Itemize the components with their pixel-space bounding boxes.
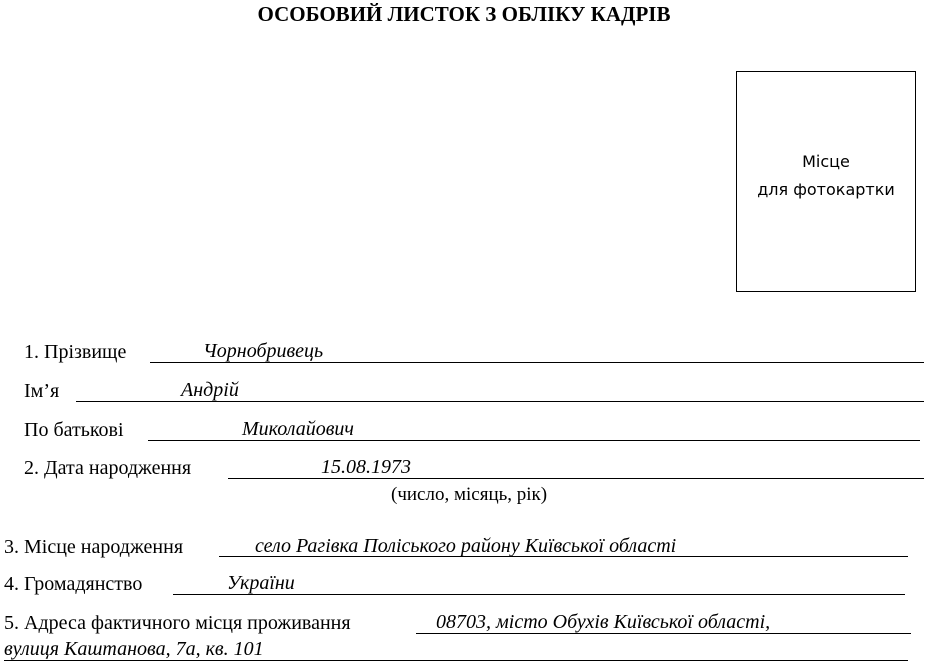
patronymic-value[interactable]: Миколайович [242, 418, 354, 440]
patronymic-label: По батькові [24, 419, 124, 441]
photo-box-line2: для фотокартки [757, 180, 895, 199]
address-label: 5. Адреса фактичного місця проживання [4, 612, 351, 634]
photo-placeholder-box [736, 71, 916, 292]
photo-box-line1: Місце [802, 152, 850, 171]
birth-place-value[interactable]: село Рагівка Поліського району Київської області [255, 535, 677, 557]
birth-date-label: 2. Дата народження [24, 457, 192, 479]
birth-date-hint: (число, місяць, рік) [391, 484, 548, 505]
surname-value[interactable]: Чорнобривець [203, 340, 324, 362]
surname-label: 1. Прізвище [24, 341, 127, 363]
address-value-line1[interactable]: 08703, місто Обухів Київської області, [436, 611, 771, 633]
birth-place-label: 3. Місце народження [4, 536, 184, 558]
birth-date-value[interactable]: 15.08.1973 [321, 456, 411, 478]
first-name-value[interactable]: Андрій [181, 379, 239, 401]
first-name-label: Ім’я [24, 380, 60, 402]
address-value-line2[interactable]: вулиця Каштанова, 7а, кв. 101 [4, 638, 264, 660]
page-title: ОСОБОВИЙ ЛИСТОК З ОБЛІКУ КАДРІВ [257, 2, 671, 26]
citizenship-value[interactable]: України [227, 572, 295, 594]
citizenship-label: 4. Громадянство [4, 573, 143, 595]
